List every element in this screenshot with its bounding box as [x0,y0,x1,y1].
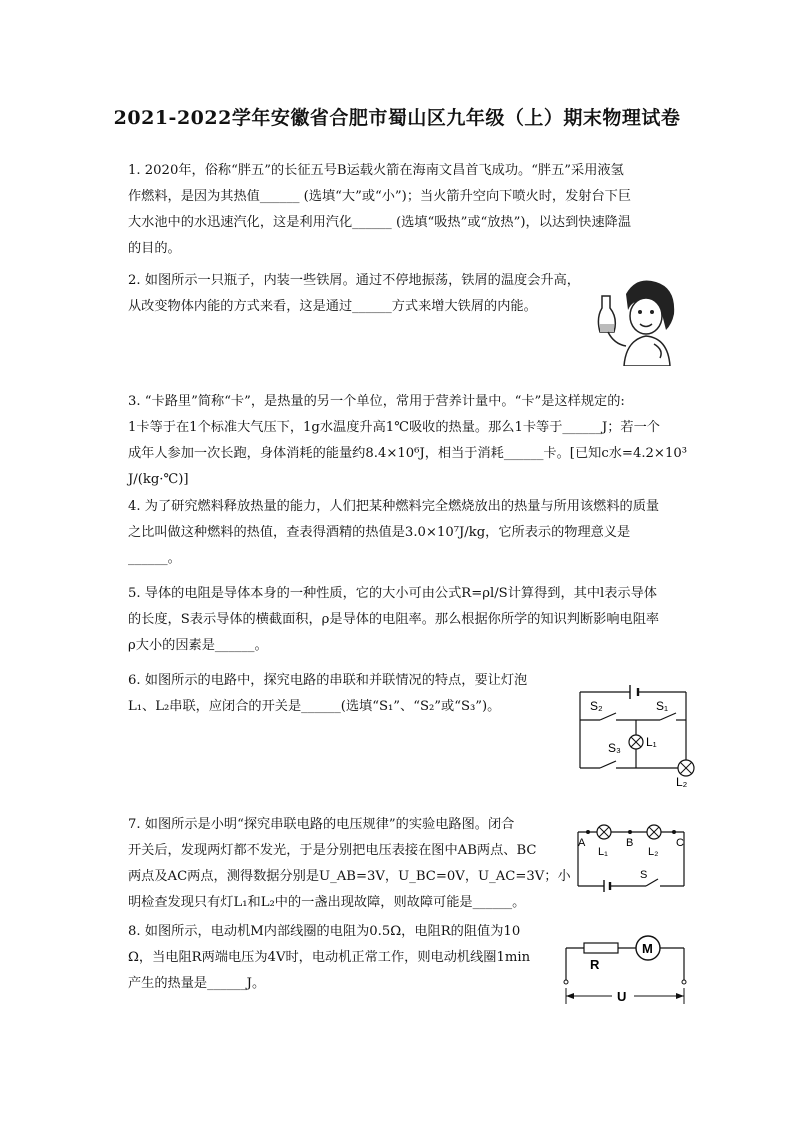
question-line: ρ大小的因素是______。 [128,638,268,653]
lamp-label-l2: L₂ [676,775,688,788]
circuit-diagram-q8 [560,930,690,1010]
question-line: 之比叫做这种燃料的热值，查表得酒精的热值是3.0×10⁷J/kg，它所表示的物理意义是 [128,525,631,540]
question-line: 的长度，S表示导体的横截面积，ρ是导体的电阻率。那么根据你所学的知识判断影响电阻率 [128,612,660,627]
question-line: 从改变物体内能的方式来看，这是通过______方式来增大铁屑的内能。 [128,299,537,314]
lamp-label-l1: L₁ [598,846,608,858]
question-3 [128,389,687,493]
circuit-diagram-q6 [572,680,696,788]
question-line: J/(kg·℃)] [128,472,189,487]
question-2 [128,268,580,320]
question-8 [128,919,530,997]
question-line: 1卡等于在1个标准大气压下，1g水温度升高1℃吸收的热量。那么1卡等于______J；若一个 [128,420,660,435]
switch-label-s: S [640,869,648,881]
question-line: 5. 导体的电阻是导体本身的一种性质，它的大小可由公式R=ρl/S计算得到，其中l表示导体 [128,586,657,601]
switch-label-s2: S₂ [590,699,603,713]
question-6 [128,668,527,720]
switch-label-s3: S₃ [608,741,621,755]
question-line: 2. 如图所示一只瓶子，内装一些铁屑。通过不停地振荡，铁屑的温度会升高， [128,273,580,288]
question-line: 开关后，发现两灯都不发光，于是分别把电压表接在图中AB两点、BC [128,843,537,858]
circuit-diagram-q7 [574,822,690,896]
question-line: 大水池中的水迅速汽化，这是利用汽化______ (选填“吸热”或“放热”)，以达到快速降温 [128,215,632,230]
point-label-b: B [626,837,634,849]
question-line: ______。 [128,551,181,566]
question-line: 7. 如图所示是小明“探究串联电路的电压规律”的实验电路图。闭合 [128,817,515,832]
voltage-label-u: U [617,989,627,1004]
question-7 [128,812,571,916]
question-line: 1. 2020年，俗称“胖五”的长征五号B运载火箭在海南文昌首飞成功。“胖五”采用液氢 [128,163,624,178]
question-4 [128,494,659,572]
lamp-label-l1: L₁ [646,735,657,749]
question-line: 明检查发现只有灯L₁和L₂中的一盏出现故障，则故障可能是______。 [128,895,526,910]
question-line: 3. “卡路里”简称“卡”，是热量的另一个单位，常用于营养计量中。“卡”是这样规定的: [128,394,625,409]
question-line: 6. 如图所示的电路中，探究电路的串联和并联情况的特点，要让灯泡 [128,673,528,688]
switch-label-s1: S₁ [656,699,669,713]
question-line: Ω，当电阻R两端电压为4V时，电动机正常工作，则电动机线圈1min [128,950,531,965]
question-5 [128,581,659,659]
lamp-label-l2: L₂ [648,846,659,858]
girl-shaking-bottle-illustration [596,274,682,366]
question-line: 产生的热量是______J。 [128,976,266,991]
question-line: 两点及AC两点，测得数据分别是U_AB=3V，U_BC=0V，U_AC=3V；小 [128,869,571,884]
motor-label-m: M [642,941,653,956]
question-1 [128,158,631,262]
question-line: L₁、L₂串联，应闭合的开关是______(选填“S₁”、“S₂”或“S₃”)。 [128,699,501,714]
question-line: 8. 如图所示，电动机M内部线圈的电阻为0.5Ω，电阻R的阻值为10 [128,924,521,939]
point-label-a: A [578,837,586,849]
point-label-c: C [676,837,684,849]
question-line: 作燃料，是因为其热值______ (选填“大”或“小”)；当火箭升空向下喷火时，发射台下巨 [128,189,632,204]
resistor-label-r: R [590,957,600,972]
question-line: 的目的。 [128,241,181,256]
question-line: 4. 为了研究燃料释放热量的能力，人们把某种燃料完全燃烧放出的热量与所用该燃料的质量 [128,499,660,514]
page-title: 2021-2022学年安徽省合肥市蜀山区九年级（上）期末物理试卷 [113,107,681,129]
question-line: 成年人参加一次长跑，身体消耗的能量约8.4×10⁶J，相当于消耗______卡。[已知c水=4.2×10³ [128,446,688,461]
